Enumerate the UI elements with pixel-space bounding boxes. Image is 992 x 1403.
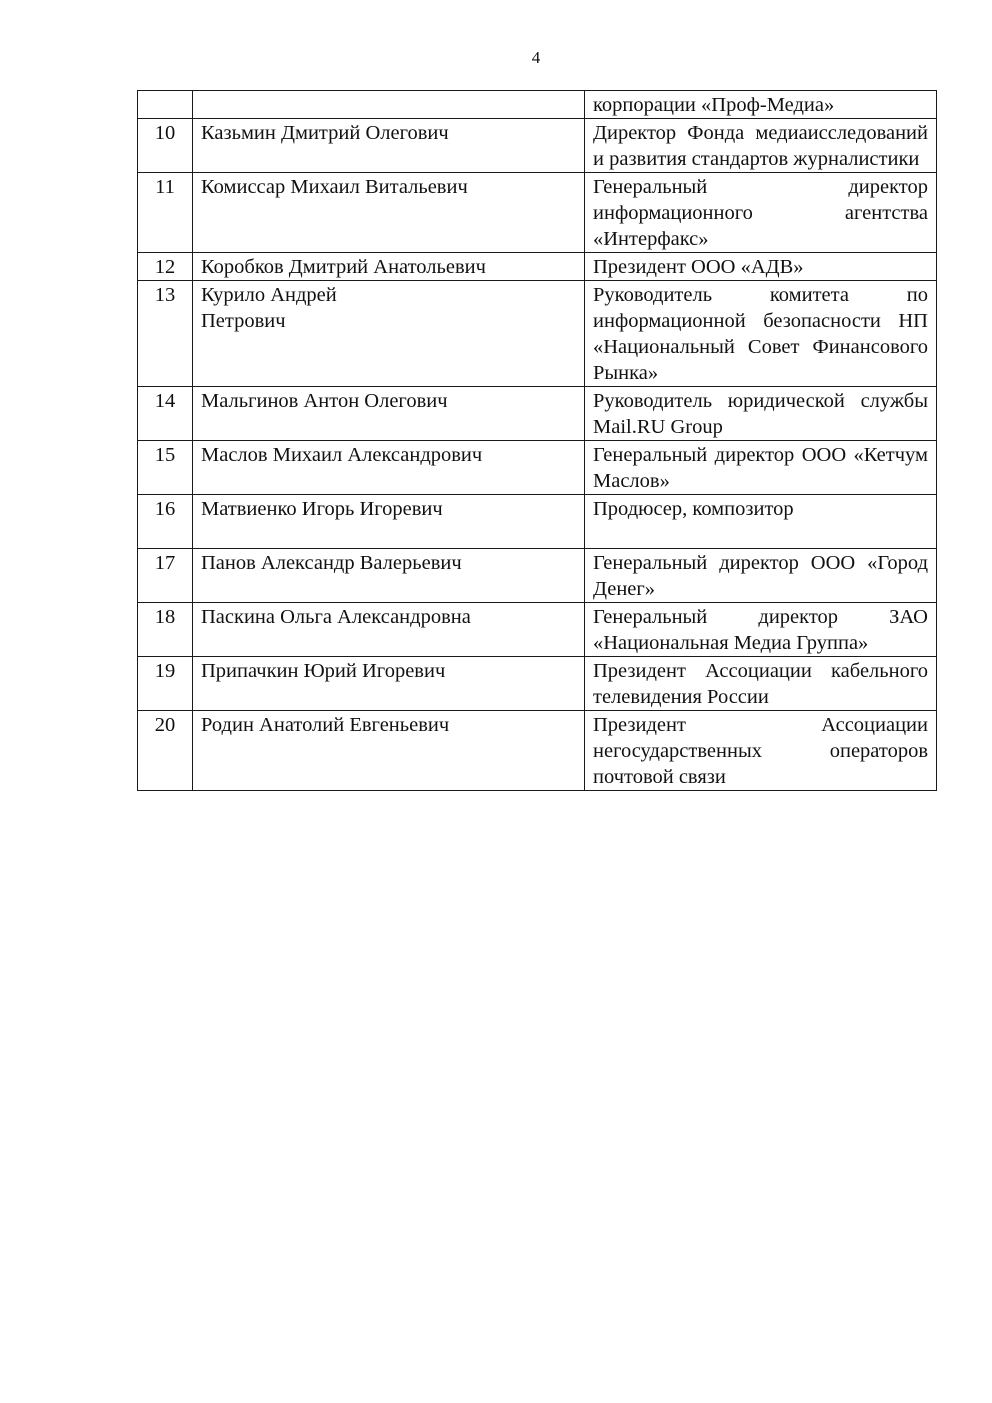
row-number: 18	[138, 603, 193, 657]
member-name: Казьмин Дмитрий Олегович	[193, 119, 585, 173]
row-number: 15	[138, 441, 193, 495]
member-name: Припачкин Юрий Игоревич	[193, 657, 585, 711]
member-name: Мальгинов Антон Олегович	[193, 387, 585, 441]
member-position: Руководитель юридической службы Mail.RU Group	[585, 387, 937, 441]
member-name: Паскина Ольга Александровна	[193, 603, 585, 657]
table-row	[138, 253, 937, 281]
table-row	[138, 657, 937, 711]
member-position: Генеральный директор информационного агентства «Интерфакс»	[585, 173, 937, 253]
member-position: Директор Фонда медиаисследований и развития стандартов журналистики	[585, 119, 937, 173]
member-name: Комиссар Михаил Витальевич	[193, 173, 585, 253]
member-name-cell	[193, 281, 585, 387]
row-number: 13	[138, 281, 193, 387]
member-name: Курило Андрей	[201, 284, 337, 306]
row-number: 12	[138, 253, 193, 281]
table-row	[138, 495, 937, 549]
table-row	[138, 711, 937, 791]
member-name-continuation: Петрович	[201, 310, 286, 332]
row-number: 10	[138, 119, 193, 173]
table-row	[138, 91, 937, 119]
member-position: Президент Ассоциации негосударственных операторов почтовой связи	[585, 711, 937, 791]
member-name: Маслов Михаил Александрович	[193, 441, 585, 495]
row-number: 11	[138, 173, 193, 253]
member-name: Коробков Дмитрий Анатольевич	[193, 253, 585, 281]
row-number: 19	[138, 657, 193, 711]
member-position: Продюсер, композитор	[585, 495, 937, 549]
page-number: 4	[531, 48, 541, 67]
row-number: 16	[138, 495, 193, 549]
table-row	[138, 281, 937, 387]
table-row	[138, 549, 937, 603]
member-position: корпорации «Проф-Медиа»	[585, 91, 937, 119]
member-position: Генеральный директор ООО «Кетчум Маслов»	[585, 441, 937, 495]
table-row	[138, 173, 937, 253]
member-name: Матвиенко Игорь Игоревич	[193, 495, 585, 549]
table-row	[138, 387, 937, 441]
member-position: Генеральный директор ООО «Город Денег»	[585, 549, 937, 603]
member-position: Руководитель комитета по информационной безопасности НП «Национальный Совет Финансового Рынка»	[585, 281, 937, 387]
table-row	[138, 441, 937, 495]
member-name	[193, 91, 585, 119]
member-name: Родин Анатолий Евгеньевич	[193, 711, 585, 791]
row-number: 14	[138, 387, 193, 441]
row-number: 20	[138, 711, 193, 791]
row-number	[138, 91, 193, 119]
member-name: Панов Александр Валерьевич	[193, 549, 585, 603]
members-table	[137, 90, 937, 791]
member-position: Генеральный директор ЗАО «Национальная Медиа Группа»	[585, 603, 937, 657]
table-row	[138, 119, 937, 173]
member-position: Президент Ассоциации кабельного телевидения России	[585, 657, 937, 711]
row-number: 17	[138, 549, 193, 603]
member-position: Президент ООО «АДВ»	[585, 253, 937, 281]
table-row	[138, 603, 937, 657]
